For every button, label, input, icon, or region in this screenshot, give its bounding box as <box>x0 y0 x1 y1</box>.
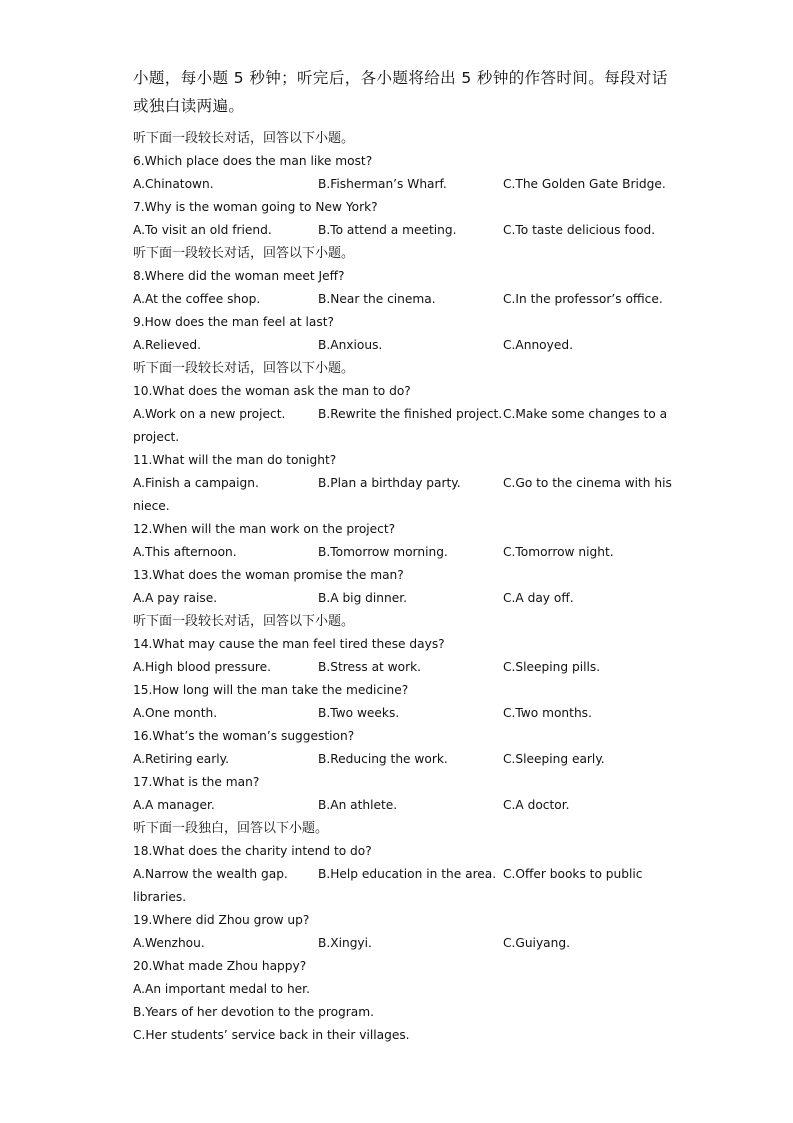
option-c: C.To taste delicious food. <box>503 223 656 237</box>
question-text: 7.Why is the woman going to New York? <box>133 200 378 214</box>
option-a: A.To visit an old friend. <box>133 223 272 237</box>
question-text: libraries. <box>133 890 187 904</box>
question-text: 9.How does the man feel at last? <box>133 315 334 329</box>
answer-options-row <box>133 173 693 196</box>
question-text: B.Years of her devotion to the program. <box>133 1005 374 1019</box>
question-text: niece. <box>133 499 170 513</box>
option-b: B.To attend a meeting. <box>318 223 457 237</box>
question-text: 8.Where did the woman meet Jeff? <box>133 269 345 283</box>
option-a: A.A manager. <box>133 798 215 812</box>
option-a: A.Relieved. <box>133 338 202 352</box>
section-instruction: 听下面一段较长对话，回答以下小题。 <box>133 614 355 629</box>
option-c: C.Make some changes to a <box>503 407 668 421</box>
option-a: A.Retiring early. <box>133 752 230 766</box>
question-text: 10.What does the woman ask the man to do? <box>133 384 411 398</box>
option-b: B.Stress at work. <box>318 660 422 674</box>
answer-options-row <box>133 863 693 886</box>
option-c: C.Sleeping pills. <box>503 660 601 674</box>
option-a: A.One month. <box>133 706 218 720</box>
option-a: A.A pay raise. <box>133 591 218 605</box>
question-list <box>133 127 693 1047</box>
section-instruction: 听下面一段独白，回答以下小题。 <box>133 821 329 836</box>
answer-options-row <box>133 587 693 610</box>
option-a: A.Finish a campaign. <box>133 476 259 490</box>
question-text: 19.Where did Zhou grow up? <box>133 913 310 927</box>
answer-options-row <box>133 472 693 495</box>
option-b: B.Help education in the area. <box>318 867 497 881</box>
question-text: 13.What does the woman promise the man? <box>133 568 404 582</box>
answer-options-row <box>133 288 693 311</box>
option-a: A.Chinatown. <box>133 177 214 191</box>
instructions <box>133 64 693 120</box>
answer-options-row <box>133 403 693 426</box>
section-instruction: 听下面一段较长对话，回答以下小题。 <box>133 131 355 146</box>
question-text: 14.What may cause the man feel tired these days? <box>133 637 445 651</box>
answer-options-row <box>133 748 693 771</box>
option-b: B.Tomorrow morning. <box>318 545 448 559</box>
option-b: B.Fisherman’s Wharf. <box>318 177 447 191</box>
answer-options-row <box>133 932 693 955</box>
question-text: A.An important medal to her. <box>133 982 310 996</box>
option-b: B.A big dinner. <box>318 591 408 605</box>
question-text: 15.How long will the man take the medicine? <box>133 683 409 697</box>
answer-options-row <box>133 656 693 679</box>
option-b: B.Xingyi. <box>318 936 372 950</box>
option-c: C.Sleeping early. <box>503 752 605 766</box>
option-b: B.Rewrite the finished project. <box>318 407 503 421</box>
option-c: C.Guiyang. <box>503 936 570 950</box>
answer-options-row <box>133 794 693 817</box>
option-c: C.Go to the cinema with his <box>503 476 672 490</box>
answer-options-row <box>133 219 693 242</box>
option-b: B.An athlete. <box>318 798 398 812</box>
answer-options-row <box>133 334 693 357</box>
option-c: C.Two months. <box>503 706 592 720</box>
option-b: B.Plan a birthday party. <box>318 476 461 490</box>
option-c: C.The Golden Gate Bridge. <box>503 177 666 191</box>
option-c: C.Offer books to public <box>503 867 643 881</box>
option-c: C.Tomorrow night. <box>503 545 614 559</box>
question-text: 16.What’s the woman’s suggestion? <box>133 729 355 743</box>
option-a: A.Work on a new project. <box>133 407 286 421</box>
option-c: C.Annoyed. <box>503 338 573 352</box>
option-a: A.This afternoon. <box>133 545 237 559</box>
question-text: 20.What made Zhou happy? <box>133 959 307 973</box>
question-text: C.Her students’ service back in their villages. <box>133 1028 410 1042</box>
option-b: B.Reducing the work. <box>318 752 448 766</box>
answer-options-row <box>133 541 693 564</box>
question-text: 17.What is the man? <box>133 775 260 789</box>
option-c: C.A day off. <box>503 591 574 605</box>
option-a: A.Wenzhou. <box>133 936 205 950</box>
option-b: B.Two weeks. <box>318 706 400 720</box>
option-a: A.At the coffee shop. <box>133 292 261 306</box>
option-a: A.Narrow the wealth gap. <box>133 867 288 881</box>
question-text: project. <box>133 430 180 444</box>
question-text: 11.What will the man do tonight? <box>133 453 337 467</box>
option-b: B.Near the cinema. <box>318 292 436 306</box>
instructions-line-1: 小题，每小题 5 秒钟；听完后，各小题将给出 5 秒钟的作答时间。每段对话 <box>133 69 668 87</box>
question-text: 18.What does the charity intend to do? <box>133 844 372 858</box>
option-c: C.In the professor’s office. <box>503 292 663 306</box>
instructions-line-2: 或独白读两遍。 <box>133 97 245 115</box>
option-a: A.High blood pressure. <box>133 660 272 674</box>
question-text: 12.When will the man work on the project? <box>133 522 396 536</box>
section-instruction: 听下面一段较长对话，回答以下小题。 <box>133 361 355 376</box>
option-c: C.A doctor. <box>503 798 570 812</box>
answer-options-row <box>133 702 693 725</box>
option-b: B.Anxious. <box>318 338 383 352</box>
section-instruction: 听下面一段较长对话，回答以下小题。 <box>133 246 355 261</box>
question-text: 6.Which place does the man like most? <box>133 154 373 168</box>
